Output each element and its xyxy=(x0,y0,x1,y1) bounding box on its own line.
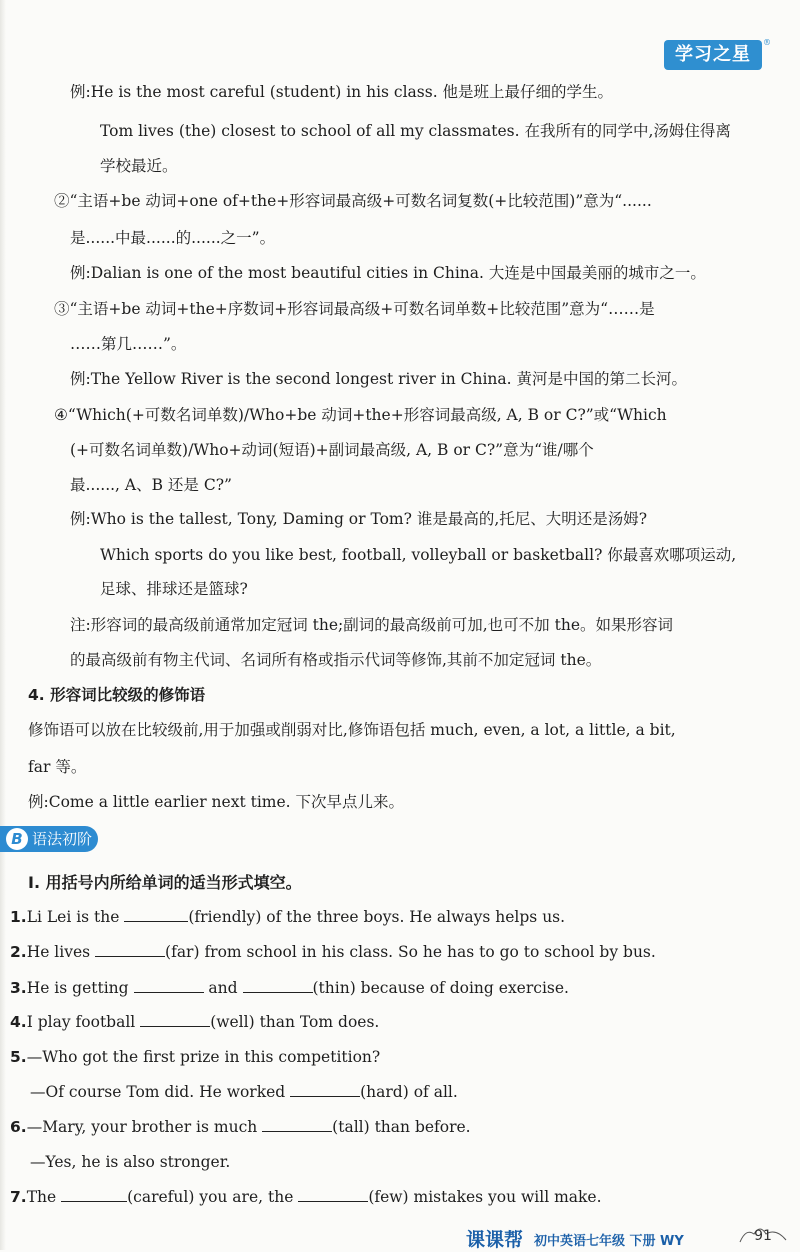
note-a: 注:形容词的最高级前通常加定冠词 the;副词的最高级前可加,也可不加 the。如果形容词 xyxy=(70,616,673,634)
brand-logo: 学习之星 xyxy=(664,40,762,70)
answer-blank[interactable] xyxy=(298,1186,368,1202)
section-4-text-a: 修饰语可以放在比较级前,用于加强或削弱对比,修饰语包括 much, even, a lot, a little, a bit, xyxy=(28,721,676,739)
question-5-reply: —Of course Tom did. He worked (hard) of all. xyxy=(30,1083,458,1101)
answer-blank[interactable] xyxy=(262,1116,332,1132)
example-4b: Which sports do you like best, football, volleyball or basketball? 你最喜欢哪项运动, xyxy=(100,546,737,564)
question-2: 2.He lives (far) from school in his class. So he has to go to school by bus. xyxy=(10,943,656,961)
section-4-title: 4. 形容词比较级的修饰语 xyxy=(28,686,206,704)
question-number: 4. xyxy=(10,1013,27,1031)
example-2: 例:Dalian is one of the most beautiful cities in China. 大连是中国最美丽的城市之一。 xyxy=(70,264,706,282)
question-1: 1.Li Lei is the (friendly) of the three boys. He always helps us. xyxy=(10,908,566,926)
question-6-reply: —Yes, he is also stronger. xyxy=(30,1153,231,1171)
example-1b: Tom lives (the) closest to school of all my classmates. 在我所有的同学中,汤姆住得离 xyxy=(100,122,731,140)
question-number: 6. xyxy=(10,1118,27,1136)
section-letter: B xyxy=(6,828,28,850)
answer-blank[interactable] xyxy=(140,1011,210,1027)
question-5: 5.—Who got the first prize in this competition? xyxy=(10,1048,381,1066)
question-number: 5. xyxy=(10,1048,27,1066)
question-6: 6.—Mary, your brother is much (tall) than before. xyxy=(10,1118,471,1136)
question-number: 3. xyxy=(10,979,27,997)
example-1c: 学校最近。 xyxy=(100,157,178,175)
answer-blank[interactable] xyxy=(95,941,165,957)
note-b: 的最高级前有物主代词、名词所有格或指示代词等修饰,其前不加定冠词 the。 xyxy=(70,651,602,669)
section-b-badge xyxy=(0,826,98,852)
example-3: 例:The Yellow River is the second longest river in China. 黄河是中国的第二长河。 xyxy=(70,370,688,388)
rule-3a: ③“主语+be 动词+the+序数词+形容词最高级+可数名词单数+比较范围”意为“……是 xyxy=(54,300,655,318)
footer-brand: 课课帮 xyxy=(466,1229,524,1251)
section-title: 语法初阶 xyxy=(32,830,93,848)
footer-book-title: 初中英语七年级 下册 WY xyxy=(534,1234,684,1249)
answer-blank[interactable] xyxy=(290,1081,360,1097)
rule-4c: 最......, A、B 还是 C?” xyxy=(70,476,232,494)
answer-blank[interactable] xyxy=(61,1186,127,1202)
question-number: 7. xyxy=(10,1188,27,1206)
rule-2a: ②“主语+be 动词+one of+the+形容词最高级+可数名词复数(+比较范围)”意为“...... xyxy=(54,192,652,210)
question-number: 2. xyxy=(10,943,27,961)
rule-4a: ④“Which(+可数名词单数)/Who+be 动词+the+形容词最高级, A, B or C?”或“Which xyxy=(54,406,667,424)
example-4c: 足球、排球还是篮球? xyxy=(100,580,248,598)
example-4a: 例:Who is the tallest, Tony, Daming or Tom? 谁是最高的,托尼、大明还是汤姆? xyxy=(70,510,648,528)
registered-mark: ® xyxy=(763,38,771,47)
rule-3b: ……第几……”。 xyxy=(70,335,187,353)
section-4-text-b: far 等。 xyxy=(28,758,87,776)
answer-blank[interactable] xyxy=(124,906,188,922)
example-1a: 例:He is the most careful (student) in his class. 他是班上最仔细的学生。 xyxy=(70,83,614,101)
answer-blank[interactable] xyxy=(243,977,313,993)
rule-2b: 是......中最......的......之一”。 xyxy=(70,229,276,247)
page-spine-shadow xyxy=(0,0,6,1250)
rule-4b: (+可数名词单数)/Who+动词(短语)+副词最高级, A, B or C?”意为“谁/哪个 xyxy=(70,441,594,459)
question-7: 7.The (careful) you are, the (few) mistakes you will make. xyxy=(10,1188,602,1206)
page-footer xyxy=(466,1222,800,1250)
question-number: 1. xyxy=(10,908,27,926)
page-number: 91 xyxy=(736,1224,790,1248)
exercise-title: Ⅰ. 用括号内所给单词的适当形式填空。 xyxy=(28,873,302,892)
question-4: 4.I play football (well) than Tom does. xyxy=(10,1013,380,1031)
answer-blank[interactable] xyxy=(134,977,204,993)
question-3: 3.He is getting and (thin) because of doing exercise. xyxy=(10,979,569,997)
section-4-example: 例:Come a little earlier next time. 下次早点儿来。 xyxy=(28,793,405,811)
